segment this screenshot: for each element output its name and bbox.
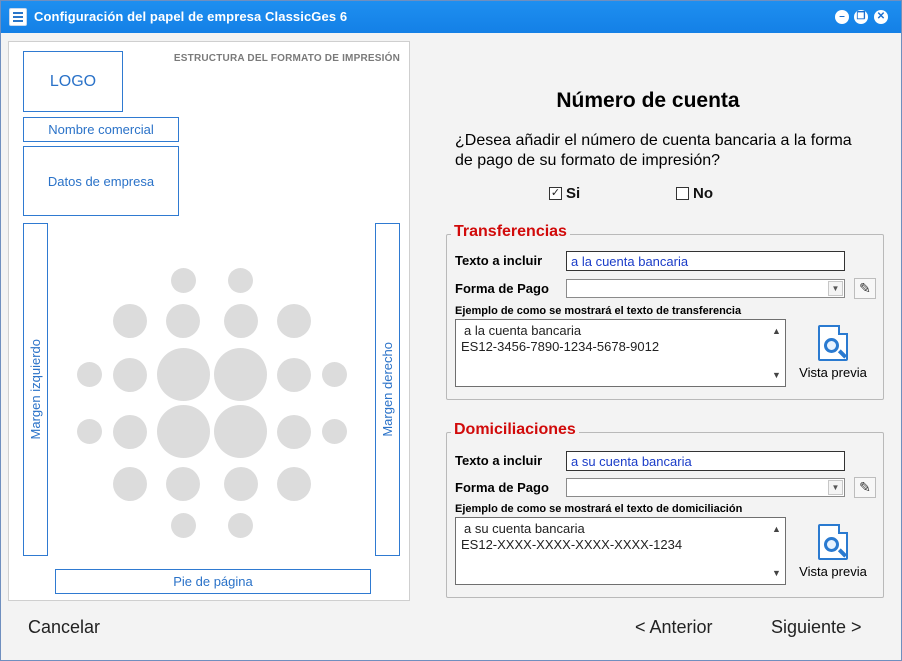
domic-edit-button[interactable] <box>854 477 876 498</box>
chevron-down-icon[interactable]: ▼ <box>828 281 843 296</box>
datos-empresa-label: Datos de empresa <box>47 173 155 189</box>
domic-vista-previa-label: Vista previa <box>799 564 867 579</box>
transf-ejemplo-label: Ejemplo de como se mostrará el texto de transferencia <box>455 305 742 317</box>
back-button[interactable]: < Anterior <box>635 617 713 637</box>
pencil-icon: ✎ <box>859 479 871 495</box>
nombre-comercial-box <box>23 117 179 142</box>
transf-ejemplo-line2: ES12-3456-7890-1234-5678-9012 <box>461 339 660 354</box>
transf-vista-previa-label: Vista previa <box>799 365 867 380</box>
option-si[interactable] <box>549 185 580 202</box>
restore-icon[interactable]: ❐ <box>854 10 868 24</box>
margen-derecho-box <box>375 223 400 556</box>
cancel-button[interactable]: Cancelar <box>28 617 101 637</box>
transf-forma-label: Forma de Pago <box>455 281 549 296</box>
option-no[interactable] <box>676 185 713 202</box>
pie-pagina-label: Pie de página <box>173 574 253 589</box>
margen-izquierdo-box <box>23 223 48 556</box>
domic-vista-previa-button[interactable] <box>795 524 871 579</box>
no-label: No <box>693 185 713 202</box>
window-title: Configuración del papel de empresa ClassicGes 6 <box>34 9 348 24</box>
pencil-icon: ✎ <box>859 280 871 296</box>
pie-pagina-box <box>55 569 371 594</box>
scroll-up-icon[interactable]: ▲ <box>772 524 781 534</box>
transf-ejemplo-line1: a la cuenta bancaria <box>464 323 582 338</box>
scroll-down-icon[interactable]: ▼ <box>772 370 781 380</box>
datos-empresa-box <box>23 146 179 216</box>
transferencias-title: Transferencias <box>451 223 570 241</box>
domic-ejemplo-textarea[interactable] <box>455 517 786 585</box>
logo-box <box>23 51 123 112</box>
domic-ejemplo-line2: ES12-XXXX-XXXX-XXXX-XXXX-1234 <box>461 537 683 552</box>
margen-izquierdo-label: Margen izquierdo <box>28 339 43 440</box>
document-search-icon <box>818 325 848 361</box>
page-title: Número de cuenta <box>556 89 740 112</box>
scroll-up-icon[interactable]: ▲ <box>772 326 781 336</box>
transf-ejemplo-textarea[interactable] <box>455 319 786 387</box>
minimize-icon[interactable]: – <box>835 10 849 24</box>
domic-forma-select[interactable] <box>566 478 845 497</box>
transf-scrollbar[interactable] <box>768 320 785 386</box>
logo-label: LOGO <box>49 72 97 90</box>
scroll-down-icon[interactable]: ▼ <box>772 568 781 578</box>
domic-scrollbar[interactable] <box>768 518 785 584</box>
si-label: Si <box>566 185 581 202</box>
preview-caption: ESTRUCTURA DEL FORMATO DE IMPRESIÓN <box>173 53 400 64</box>
title-bar[interactable] <box>1 1 901 33</box>
transf-vista-previa-button[interactable] <box>795 325 871 380</box>
domic-forma-label: Forma de Pago <box>455 480 549 495</box>
domic-texto-input[interactable]: a su cuenta bancaria <box>566 451 845 471</box>
nombre-comercial-label: Nombre comercial <box>48 122 154 137</box>
domiciliaciones-title: Domiciliaciones <box>451 421 579 439</box>
next-button[interactable]: Siguiente > <box>771 617 862 637</box>
transf-texto-input[interactable]: a la cuenta bancaria <box>566 251 845 271</box>
document-search-icon <box>818 524 848 560</box>
domic-ejemplo-label: Ejemplo de como se mostrará el texto de domiciliación <box>455 503 743 515</box>
si-checkbox[interactable]: ✓ <box>550 187 561 199</box>
chevron-down-icon[interactable]: ▼ <box>828 480 843 495</box>
transf-forma-select[interactable] <box>566 279 845 298</box>
app-icon <box>9 8 27 26</box>
transf-texto-label: Texto a incluir <box>455 253 543 268</box>
margen-derecho-label: Margen derecho <box>380 342 395 437</box>
domic-texto-label: Texto a incluir <box>455 453 543 468</box>
no-checkbox[interactable] <box>676 187 689 200</box>
question-text: ¿Desea añadir el número de cuenta bancaria a la forma de pago de su formato de impresión? <box>455 132 852 169</box>
domic-ejemplo-line1: a su cuenta bancaria <box>464 521 585 536</box>
format-structure-preview <box>8 41 410 601</box>
transf-edit-button[interactable] <box>854 278 876 299</box>
close-icon[interactable]: ✕ <box>874 10 888 24</box>
